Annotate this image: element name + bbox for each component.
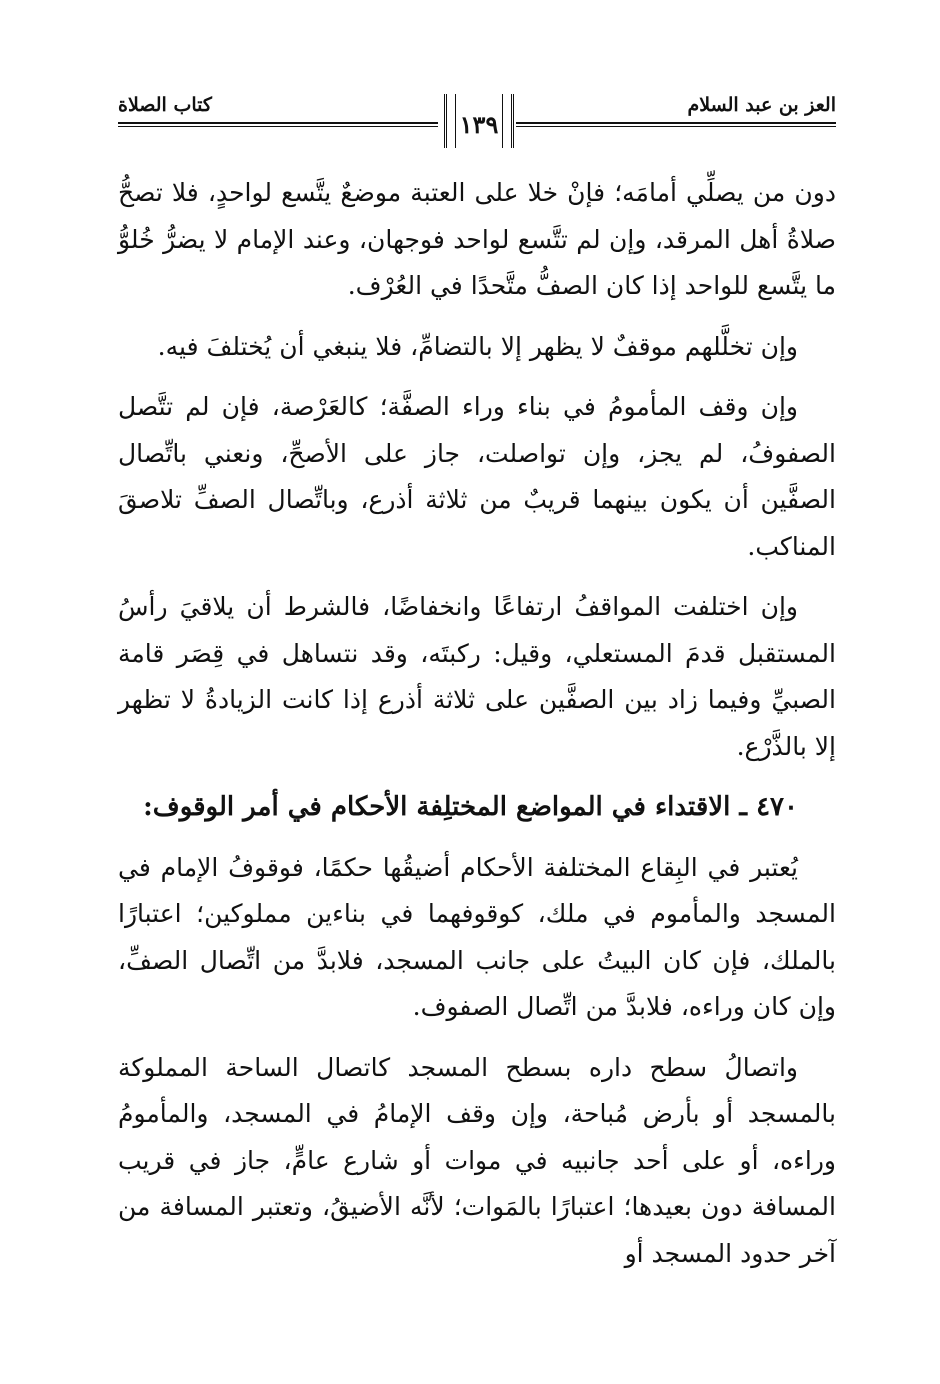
running-header-section: كتاب الصلاة [118,94,212,116]
paragraph-3: وإن وقف المأمومُ في بناء وراء الصفَّة؛ كالعَرْصة، فإن لم تتَّصل الصفوفُ، لم يجز، وإن تواصلت، جاز على الأصحِّ، ونعني باتِّصال الصفَّين أن يكون بينهما قريبٌ من ثلاثة أذرع، وباتِّصال الصفِّ تلاصقَ المناكب. [118,392,836,561]
running-header-author: العز بن عبد السلام [687,94,836,116]
paragraph-4: وإن اختلفت المواقفُ ارتفاعًا وانخفاضًا، فالشرط أن يلاقيَ رأسُ المستقبل قدمَ المستعلي، وقيل: ركبتَه، وقد نتساهل في قِصَر قامة الصبيِّ وفيما زاد بين الصفَّين على ثلاثة أذرع إذا كانت الزيادةُ لا تظهر إلا بالذَّرْع. [118,592,836,761]
header-rule-left [118,122,438,127]
body-text [118,170,836,1291]
paragraph-1: دون من يصلِّي أمامَه؛ فإنْ خلا على العتبة موضعٌ يتَّسع لواحدٍ، فلا تصحُّ صلاةُ أهل المرقد، وإن لم تتَّسع لواحد فوجهان، وعند الإمام لا يضرُّ خُلوُّ ما يتَّسع للواحد إذا كان الصفُّ متَّحدًا في العُرْف. [118,178,836,300]
page-header [118,88,836,158]
paragraph-6: واتصالُ سطح داره بسطح المسجد كاتصال الساحة المملوكة بالمسجد أو بأرض مُباحة، وإن وقف الإمامُ في المسجد، والمأمومُ وراءه، أو على أحد جانبيه في موات أو شارع عامٍّ، جاز في قريب المسافة دون بعيدها؛ اعتبارًا بالمَوات؛ لأنَّه الأضيقُ، وتعتبر المسافة من آخر حدود المسجد أو [118,1052,836,1268]
section-heading: ٤٧٠ ـ الاقتداء في المواضع المختلِفة الأحكام في أمر الوقوف: [143,792,798,822]
page-number-frame [444,94,514,148]
header-rule-right [516,122,836,127]
paragraph-5: يُعتبر في البِقاع المختلفة الأحكام أضيقُها حكمًا، فوقوفُ الإمام في المسجد والمأموم في ملك، كوقوفهما في بناءين مملوكين؛ اعتبارًا بالملك، فإن كان البيتُ على جانب المسجد، فلابدَّ من اتِّصال الصفِّ، وإن كان وراءه، فلابدَّ من اتِّصال الصفوف. [118,852,836,1021]
paragraph-2: وإن تخلَّلهم موقفٌ لا يظهر إلا بالتضامِّ، فلا ينبغي أن يُختلفَ فيه. [157,331,798,361]
page-number: ١٣٩ [459,110,499,139]
